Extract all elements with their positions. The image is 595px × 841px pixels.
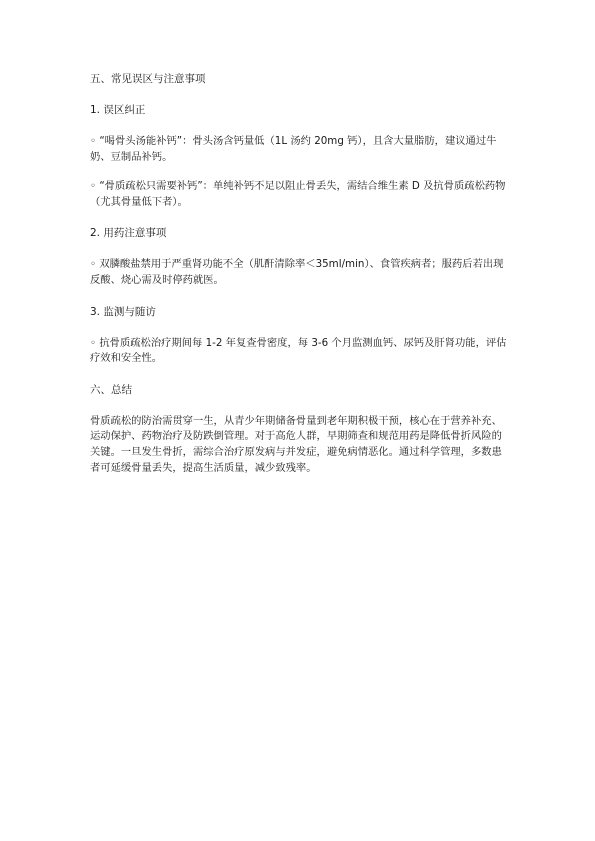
subsection-misconceptions-heading: 1. 误区纠正 [90,104,146,116]
section-5-heading: 五、常见误区与注意事项 [90,73,206,85]
subsection-monitoring-heading: 3. 监测与随访 [90,305,156,318]
monitoring-note: ◦ 抗骨质疏松治疗期间每 1-2 年复查骨密度，每 3-6 个月监测血钙、尿钙及肝肾功能，评估疗效和安全性。 [90,336,507,365]
summary-paragraph: 骨质疏松的防治需贯穿一生，从青少年期储备骨量到老年期积极干预，核心在于营养补充、运动保护、药物治疗及防跌倒管理。对于高危人群，早期筛查和规范用药是降低骨折风险的关键。一旦发生骨折，需综合治疗原发病与并发症，避免病情恶化。通过科学管理，多数患者可延缓骨量丢失，提高生活质量，减少致残率。 [90,414,502,474]
section-6-heading: 六、总结 [90,383,132,396]
document-content [90,72,510,476]
misconception-calcium-only: ◦ “骨质疏松只需要补钙”：单纯补钙不足以阻止骨丢失，需结合维生素 D 及抗骨质疏松药物（尤其骨量低下者）。 [90,180,506,208]
misconception-bone-soup: ◦ “喝骨头汤能补钙”：骨头汤含钙量低（1L 汤约 20mg 钙），且含大量脂肪，建议通过牛奶、豆制品补钙。 [90,135,497,163]
subsection-medication-heading: 2. 用药注意事项 [90,227,167,240]
medication-note-bisphosphonate: ◦ 双膦酸盐禁用于严重肾功能不全（肌酐清除率＜35ml/min）、食管疾病者；服药后若出现反酸、烧心需及时停药就医。 [90,258,504,286]
